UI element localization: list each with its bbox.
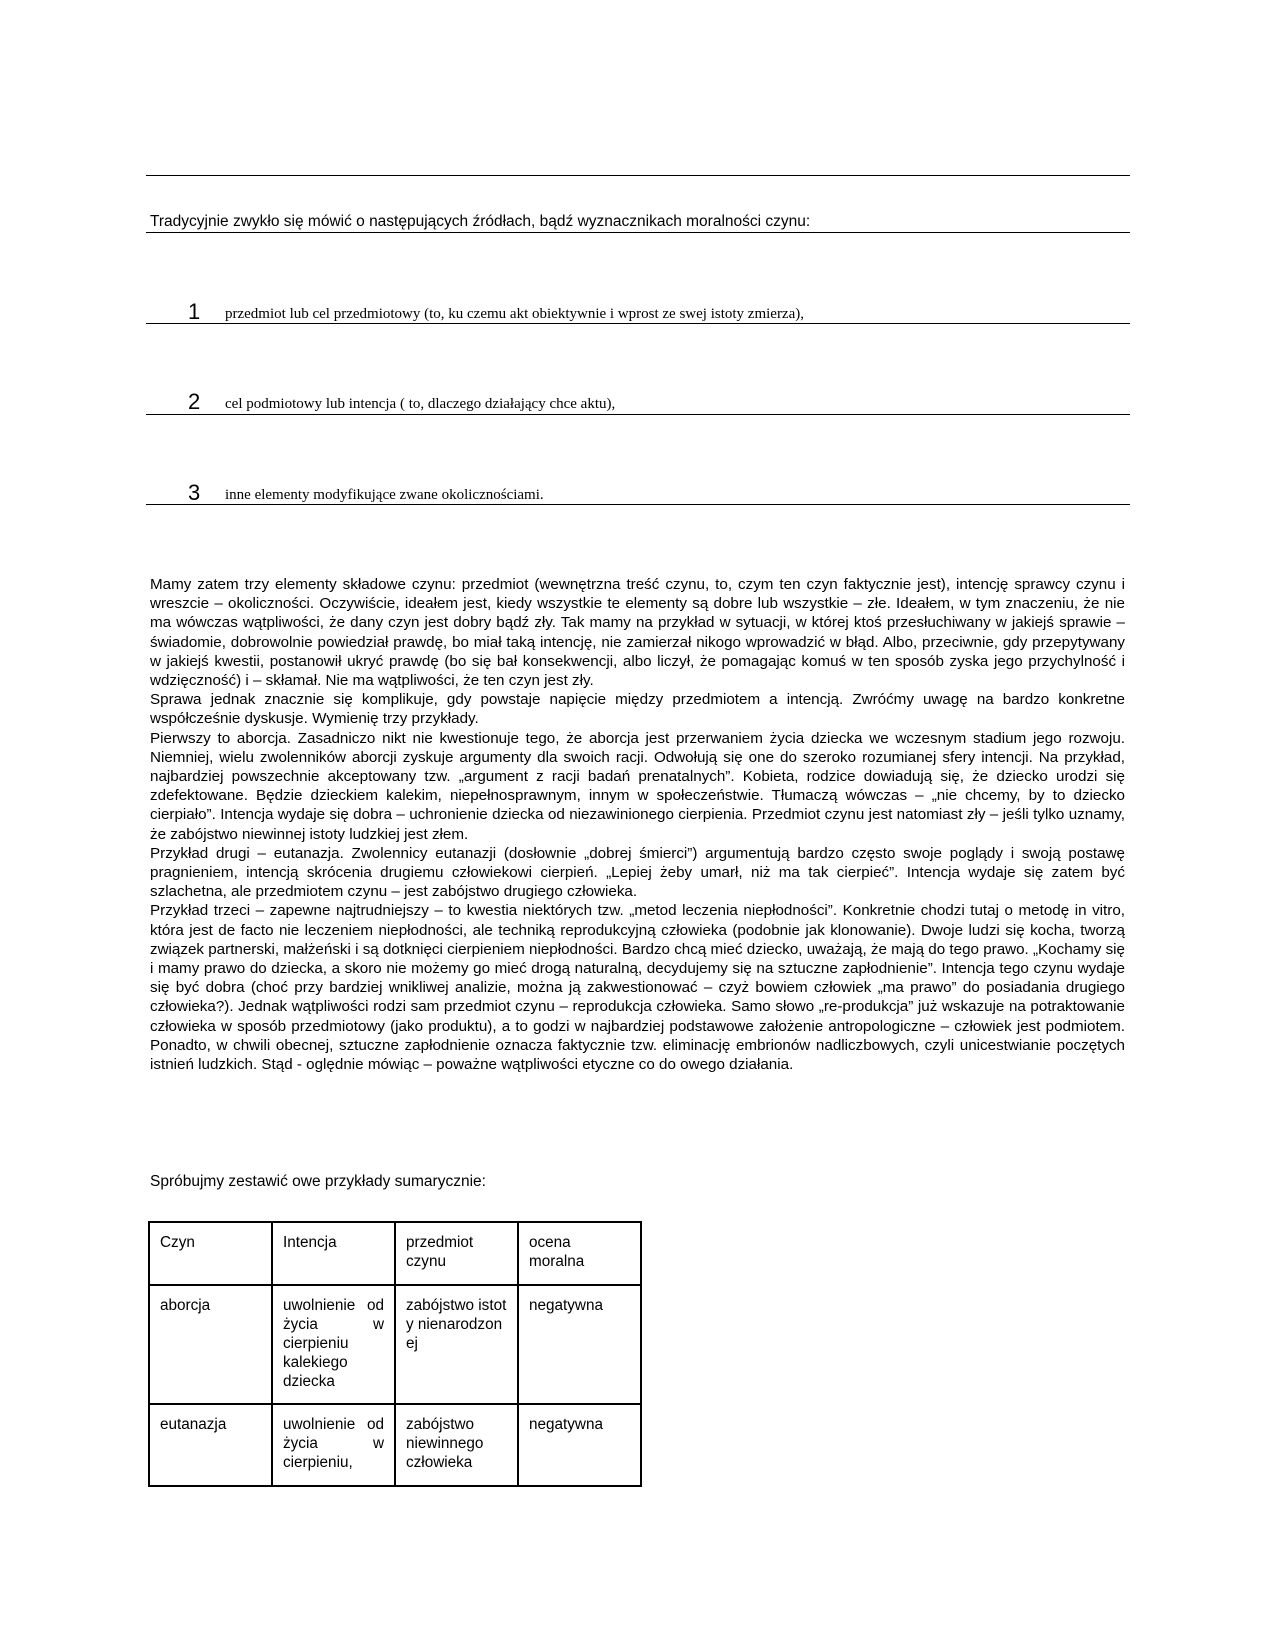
body-text: [150, 575, 1125, 1074]
cell-text: eutanazja: [160, 1416, 227, 1433]
table-header-cell: [272, 1222, 395, 1285]
table-cell: [395, 1404, 518, 1486]
list-item-number: 1: [188, 299, 201, 324]
item-rule: [146, 323, 1130, 324]
table-cell: [149, 1404, 272, 1486]
list-item-number: 2: [188, 389, 201, 414]
item-rule: [146, 504, 1130, 505]
table-cell: [272, 1285, 395, 1404]
table-cell: [272, 1404, 395, 1486]
cell-text: Intencja: [283, 1234, 337, 1251]
cell-text: zabójstwo istoty nienarodzonej: [406, 1297, 507, 1352]
paragraph: Sprawa jednak znacznie się komplikuje, gdy powstaje napięcie między przedmiotem a intencją. Zwróćmy uwagę na bardzo konkretne współcześnie dyskusje. Wymienię trzy przykłady.: [150, 691, 1125, 728]
cell-text: uwolnienie od życia w cierpieniu,: [283, 1416, 384, 1471]
summary-text: Spróbujmy zestawić owe przykłady sumarycznie:: [150, 1173, 486, 1190]
paragraph: Mamy zatem trzy elementy składowe czynu: przedmiot (wewnętrzna treść czynu, to, czym ten czyn faktycznie jest), intencję sprawcy czynu i wreszcie – okoliczności. Oczywiście, ideałem jest, kiedy wszystkie te elementy są dobre lub wszystkie – złe. Ideałem, w tym znaczeniu, że nie ma wówczas wątpliwości, że dany czyn jest dobry bądź zły. Tak mamy na przykład w sytuacji, w której ktoś przesłuchiwany w jakiejś sprawie – świadomie, dobrowolnie powiedział prawdę, bo miał taką intencję, nie zamierzał nikogo wprowadzić w błąd. Albo, przeciwnie, gdy przepytywany w jakiejś kwestii, postanowił ukryć prawdę (bo się bał konsekwencji, albo liczył, że pomagając komuś w ten sposób zyska jego przychylność i wdzięczność) i – skłamał. Nie ma wątpliwości, że ten czyn jest zły.: [150, 576, 1125, 690]
table-header-cell: [395, 1222, 518, 1285]
cell-text: zabójstwo niewinnego człowieka: [406, 1416, 484, 1471]
cell-text: przedmiot czynu: [406, 1234, 474, 1270]
table-cell: [518, 1404, 641, 1486]
cell-text: negatywna: [529, 1297, 603, 1314]
list-item-text: cel podmiotowy lub intencja ( to, dlaczego działający chce aktu),: [225, 396, 616, 412]
table-cell: [149, 1285, 272, 1404]
paragraph: Przykład drugi – eutanazja. Zwolennicy eutanazji (dosłownie „dobrej śmierci”) argumentują bardzo często swoje poglądy i swoją postawę pragnieniem, intencją skrócenia drugiemu człowiekowi cierpień. „Lepiej żeby umarł, niż ma tak cierpieć”. Intencja wydaje się zatem być szlachetna, ale przedmiotem czynu – jest zabójstwo drugiego człowieka.: [150, 844, 1125, 901]
list-item-text: przedmiot lub cel przedmiotowy (to, ku czemu akt obiektywnie i wprost ze swej istoty zmierza),: [225, 306, 804, 322]
table-header-row: [149, 1222, 641, 1285]
top-rule: [146, 175, 1130, 176]
intro-text: Tradycyjnie zwykło się mówić o następujących źródłach, bądź wyznacznikach moralności czynu:: [150, 213, 811, 230]
cell-text: ocena moralna: [529, 1234, 585, 1270]
list-item-text: inne elementy modyfikujące zwane okolicznościami.: [225, 487, 544, 503]
list-item-number: 3: [188, 480, 201, 505]
cell-text: uwolnienie od życia w cierpieniu kalekiego dziecka: [283, 1297, 384, 1390]
paragraph: Przykład trzeci – zapewne najtrudniejszy – to kwestia niektórych tzw. „metod leczenia niepłodności”. Konkretnie chodzi tutaj o metodę in vitro, która jest de facto nie leczeniem niepłodności, ale techniką reprodukcyjną człowieka (podobnie jak klonowanie). Dwoje ludzi się kocha, tworzą związek partnerski, małżeński i są dotknięci cierpieniem niepłodności. Bardzo chcą mieć dziecko, uważają, że mają do tego prawo. „Kochamy się i mamy prawo do dziecka, a skoro nie możemy go mieć drogą naturalną, decydujemy się na sztuczne zapłodnienie”. Intencja tego czynu wydaje się być dobra (choć przy bardziej wnikliwej analizie, można ją zakwestionować – czyż bowiem człowiek „ma prawo” do posiadania drugiego człowieka?). Jednak wątpliwości rodzi sam przedmiot czynu – reprodukcja człowieka. Samo słowo „re-produkcja” już wskazuje na potraktowanie człowieka w sposób przedmiotowy (jako produktu), a to godzi w najbardziej podstawowe założenie antropologiczne – człowiek jest podmiotem. Ponadto, w chwili obecnej, sztuczne zapłodnienie oznacza faktycznie tzw. eliminację embrionów nadliczbowych, czyli unicestwianie poczętych istnień ludzkich. Stąd - oględnie mówiąc – poważne wątpliwości etyczne co do owego działania.: [150, 902, 1125, 1074]
intro-rule: [146, 232, 1130, 233]
table-row: [149, 1404, 641, 1486]
table-cell: [518, 1285, 641, 1404]
table-cell: [395, 1285, 518, 1404]
paragraph: Pierwszy to aborcja. Zasadniczo nikt nie kwestionuje tego, że aborcja jest przerwaniem życia dziecka we wczesnym stadium jego rozwoju. Niemniej, wielu zwolenników aborcji zyskuje argumenty dla swoich racji. Odwołują się one do szeroko rozumianej sfery intencji. Na przykład, najbardziej powszechnie akceptowany tzw. „argument z racji badań prenatalnych”. Kobieta, rodzice dowiadują się, że dziecko urodzi się zdefektowane. Będzie dzieckiem kalekim, niepełnosprawnym, innym w społeczeństwie. Tłumaczą wówczas – „nie chcemy, by to dziecko cierpiało”. Intencja wydaje się dobra – uchronienie dziecka od niezawinionego cierpienia. Przedmiot czynu jest natomiast zły – jeśli tylko uznamy, że zabójstwo niewinnej istoty ludzkiej jest złem.: [150, 729, 1125, 843]
summary-table: [148, 1221, 642, 1487]
cell-text: negatywna: [529, 1416, 603, 1433]
cell-text: Czyn: [160, 1234, 195, 1251]
table-header-cell: [518, 1222, 641, 1285]
table-row: [149, 1285, 641, 1404]
cell-text: aborcja: [160, 1297, 211, 1314]
item-rule: [146, 414, 1130, 415]
table-header-cell: [149, 1222, 272, 1285]
